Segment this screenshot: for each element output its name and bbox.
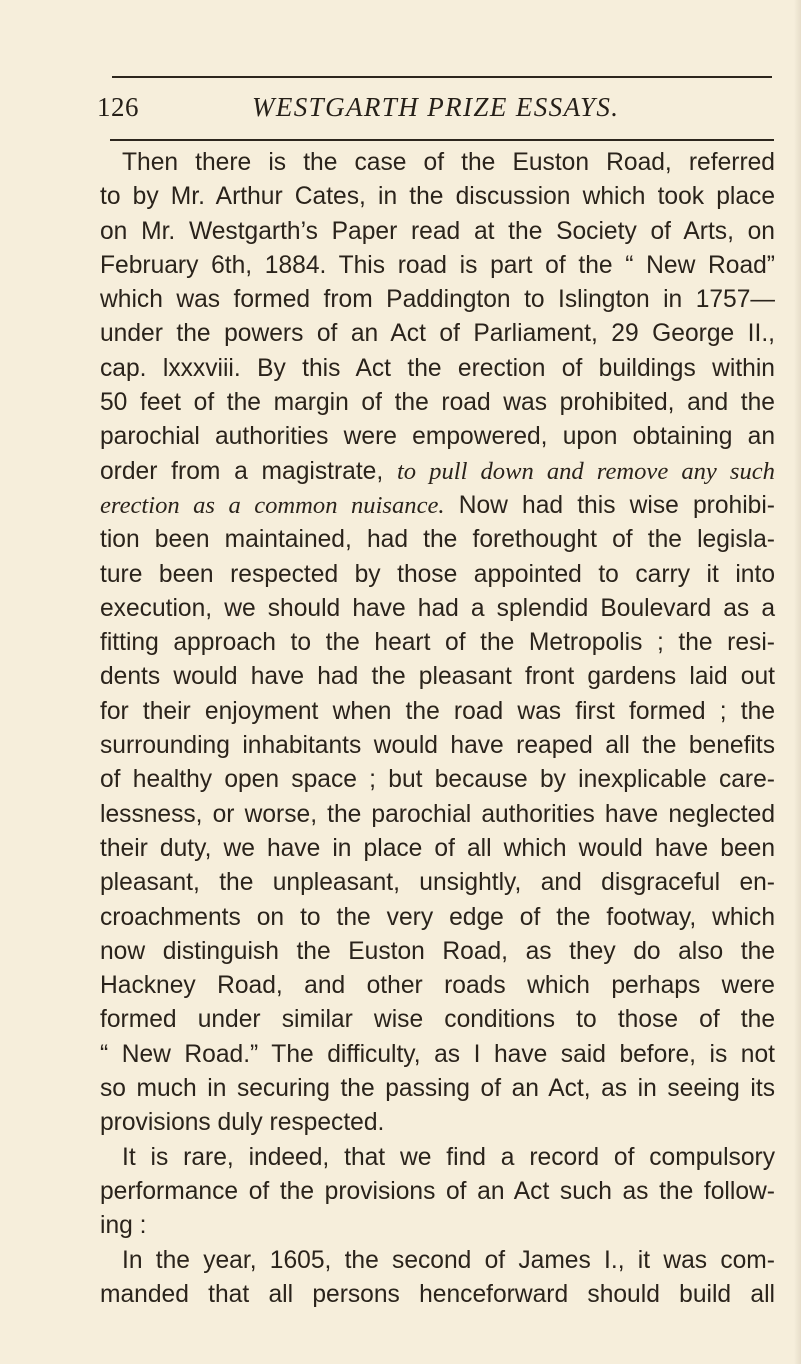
text-line: so much in securing the passing of an Act, as in seeing its bbox=[100, 1075, 775, 1103]
page-header bbox=[97, 92, 771, 132]
header-rule bbox=[110, 139, 774, 141]
text-line: performance of the provisions of an Act such as the follow- bbox=[100, 1177, 775, 1205]
text-line: ing : bbox=[100, 1212, 147, 1240]
running-title: WESTGARTH PRIZE ESSAYS. bbox=[252, 92, 620, 122]
text-line: which was formed from Paddington to Islington in 1757— bbox=[100, 286, 775, 314]
text-line: their duty, we have in place of all which would have been bbox=[100, 834, 775, 862]
text-line: lessness, or worse, the parochial authorities have neglected bbox=[100, 800, 775, 828]
text-line: Then there is the case of the Euston Road, referred bbox=[122, 149, 775, 176]
text-line: cap. lxxxviii. By this Act the erection of buildings within bbox=[100, 354, 775, 382]
text-line-mixed bbox=[100, 489, 775, 523]
text-line: for their enjoyment when the road was first formed ; the bbox=[100, 697, 775, 725]
text-line: to by Mr. Arthur Cates, in the discussion which took place bbox=[100, 183, 775, 211]
text-line: tion been maintained, had the forethought of the legisla- bbox=[100, 526, 775, 554]
top-rule bbox=[112, 76, 772, 78]
text-line: ture been respected by those appointed to carry it into bbox=[100, 560, 775, 588]
text-line: on Mr. Westgarth’s Paper read at the Society of Arts, on bbox=[100, 217, 775, 245]
body-text bbox=[100, 146, 775, 1312]
text-line: croachments on to the very edge of the footway, which bbox=[100, 903, 775, 931]
page-number: 126 bbox=[97, 92, 139, 122]
text-line: 50 feet of the margin of the road was prohibited, and the bbox=[100, 389, 775, 417]
page-edge-shadow bbox=[794, 0, 801, 1364]
text-line: dents would have had the pleasant front gardens laid out bbox=[100, 663, 775, 691]
text-line: provisions duly respected. bbox=[100, 1109, 385, 1137]
text-line: parochial authorities were empowered, upon obtaining an bbox=[100, 423, 775, 451]
text-line: February 6th, 1884. This road is part of the “ New Road” bbox=[100, 251, 775, 279]
text-line: fitting approach to the heart of the Metropolis ; the resi- bbox=[100, 629, 775, 657]
text-segment: Now had this wise prohibi- bbox=[458, 491, 775, 519]
text-line: Hackney Road, and other roads which perhaps were bbox=[100, 972, 775, 1000]
text-line: execution, we should have had a splendid Boulevard as a bbox=[100, 594, 775, 622]
text-line: formed under similar wise conditions to those of the bbox=[100, 1006, 775, 1034]
text-line: surrounding inhabitants would have reaped all the benefits bbox=[100, 732, 775, 760]
text-line: of healthy open space ; but because by inexplicable care- bbox=[100, 766, 775, 794]
text-line: It is rare, indeed, that we find a record of compulsory bbox=[122, 1143, 775, 1171]
text-line: In the year, 1605, the second of James I., it was com- bbox=[122, 1246, 775, 1274]
text-line: under the powers of an Act of Parliament, 29 George II., bbox=[100, 320, 775, 348]
italic-segment: erection as a common nuisance. bbox=[100, 491, 445, 519]
text-line-mixed bbox=[100, 455, 775, 489]
text-segment: order from a magistrate, bbox=[100, 457, 384, 485]
text-line: now distinguish the Euston Road, as they do also the bbox=[100, 937, 775, 965]
italic-segment: to pull down and remove any such bbox=[396, 457, 775, 485]
text-line: “ New Road.” The difficulty, as I have said before, is not bbox=[100, 1040, 775, 1068]
text-line: manded that all persons henceforward should build all bbox=[100, 1280, 775, 1308]
text-line: pleasant, the unpleasant, unsightly, and disgraceful en- bbox=[100, 869, 775, 897]
